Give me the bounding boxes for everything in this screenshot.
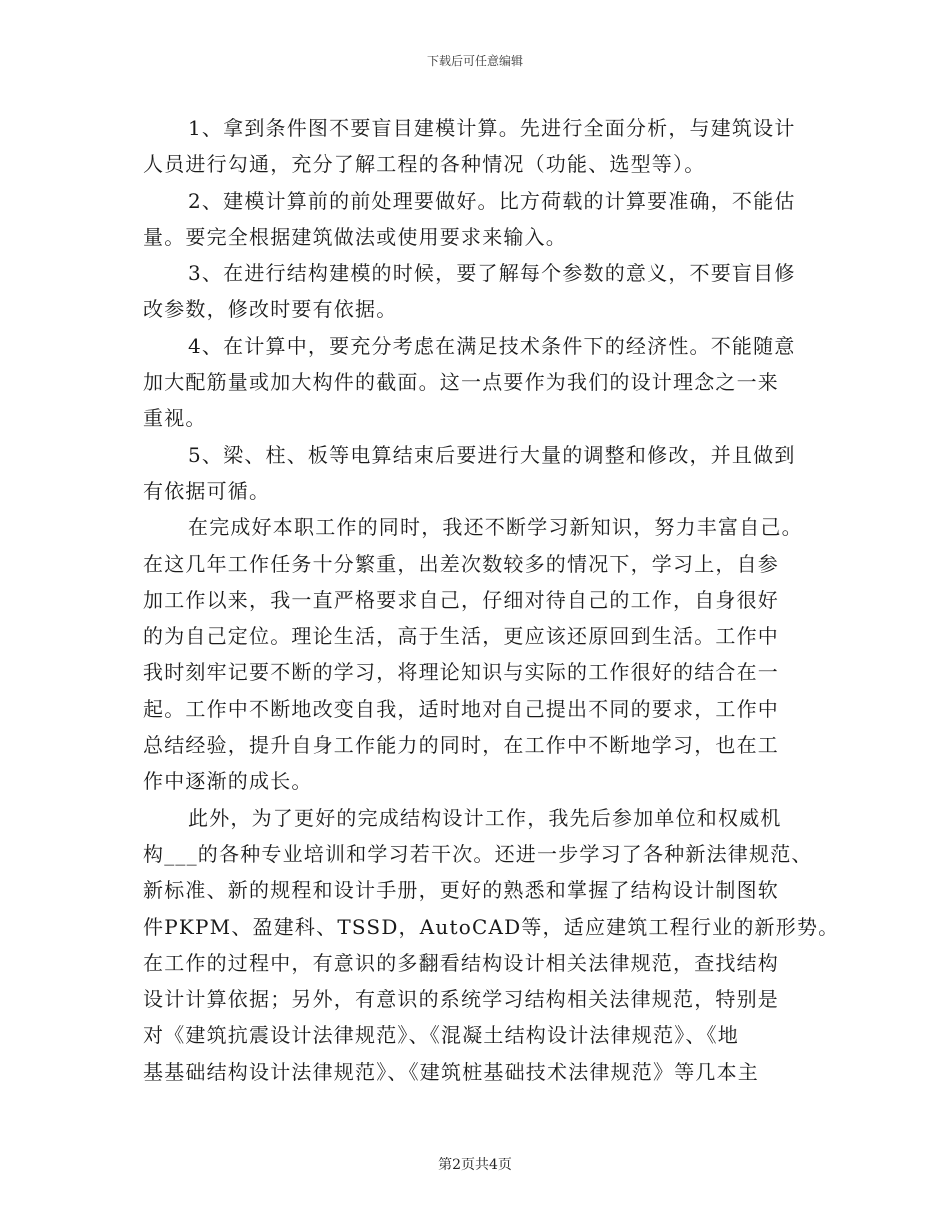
text-line: 起。工作中不断地改变自我，适时地对自己提出不同的要求，工作中 — [143, 696, 779, 721]
text-line: 构___的各种专业培训和学习若干次。还进一步学习了各种新法律规范、 — [143, 841, 813, 866]
text-line: 2、建模计算前的前处理要做好。比方荷载的计算要准确，不能估 — [188, 188, 796, 213]
text-line: 1、拿到条件图不要盲目建模计算。先进行全面分析，与建筑设计 — [188, 116, 796, 140]
page-footer: 第2页共4页 — [438, 1157, 512, 1173]
text-line: 量。要完全根据建筑做法或使用要求来输入。 — [143, 224, 567, 249]
text-line: 3、在进行结构建模的时候，要了解每个参数的意义，不要盲目修 — [188, 261, 796, 286]
text-line: 在工作的过程中，有意识的多翻看结构设计相关法律规范，查找结构 — [143, 950, 779, 975]
text-line: 的为自己定位。理论生活，高于生活，更应该还原回到生活。工作中 — [143, 624, 779, 649]
text-line: 人员进行勾通，充分了解工程的各种情况（功能、选型等）。 — [143, 152, 706, 177]
text-line: 加工作以来，我一直严格要求自己，仔细对待自己的工作，自身很好 — [143, 587, 779, 612]
text-line: 在这几年工作任务十分繁重，出差次数较多的情况下，学习上，自参 — [143, 551, 779, 576]
text-line: 对《建筑抗震设计法律规范》、《混凝土结构设计法律规范》、《地 — [143, 1023, 739, 1048]
text-line: 基基础结构设计法律规范》、《建筑桩基础技术法律规范》等几本主 — [143, 1059, 759, 1084]
text-line: 重视。 — [143, 406, 207, 431]
text-line: 件PKPM、盈建科、TSSD，AutoCAD等，适应建筑工程行业的新形势。 — [143, 914, 840, 939]
text-line: 此外，为了更好的完成结构设计工作，我先后参加单位和权威机 — [188, 805, 782, 830]
text-line: 改参数，修改时要有依据。 — [143, 297, 398, 322]
text-line: 5、梁、柱、板等电算结束后要进行大量的调整和修改，并且做到 — [188, 442, 796, 467]
page-header: 下载后可任意编辑 — [426, 54, 523, 68]
document-body — [143, 110, 840, 1090]
text-line: 设计计算依据；另外，有意识的系统学习结构相关法律规范，特别是 — [143, 987, 779, 1012]
text-line: 4、在计算中，要充分考虑在满足技术条件下的经济性。不能随意 — [188, 333, 796, 358]
text-line: 总结经验，提升自身工作能力的同时，在工作中不断地学习，也在工 — [143, 733, 779, 758]
text-line: 有依据可循。 — [143, 478, 271, 503]
text-line: 新标准、新的规程和设计手册，更好的熟悉和掌握了结构设计制图软 — [143, 878, 779, 903]
text-line: 作中逐渐的成长。 — [143, 769, 313, 794]
text-line: 我时刻牢记要不断的学习，将理论知识与实际的工作很好的结合在一 — [143, 660, 779, 685]
text-line: 在完成好本职工作的同时，我还不断学习新知识，努力丰富自己。 — [188, 515, 803, 540]
text-line: 加大配筋量或加大构件的截面。这一点要作为我们的设计理念之一来 — [143, 370, 779, 395]
